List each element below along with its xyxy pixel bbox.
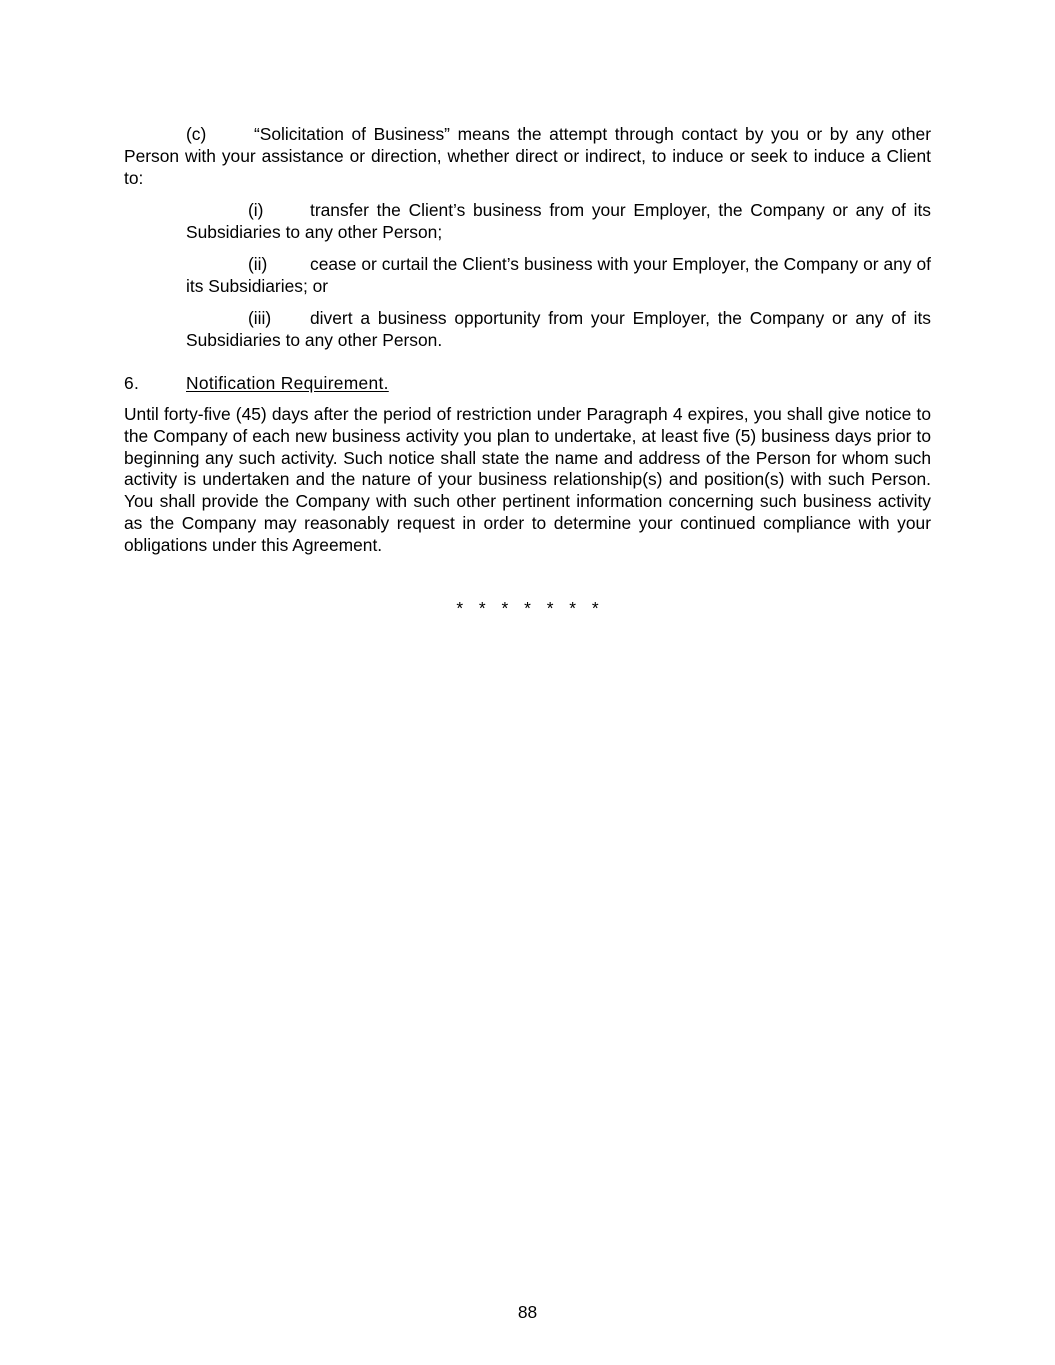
sub-item-iii-label: (iii) xyxy=(248,308,272,328)
paragraph-c-label: (c) xyxy=(186,124,207,144)
paragraph-c-text: “Solicitation of Business” means the attempt through contact by you or by any other Person with your assistance or direction, whether direct or indirect, to induce or seek to induce a Client to: xyxy=(124,124,931,188)
sub-item-i-text: transfer the Client’s business from your Employer, the Company or any of its Subsidiaries to any other Person; xyxy=(186,200,931,242)
sub-item-i xyxy=(186,200,931,244)
sub-item-ii xyxy=(186,254,931,298)
section-6-title: Notification Requirement. xyxy=(186,373,389,393)
sub-item-iii-text: divert a business opportunity from your Employer, the Company or any of its Subsidiaries to any other Person. xyxy=(186,308,931,350)
section-6-body: Until forty-five (45) days after the period of restriction under Paragraph 4 expires, you shall give notice to the Company of each new business activity you plan to undertake, at least five (5) business days prior to beginning any such activity. Such notice shall state the name and address of the Person for whom such activity is undertaken and the nature of your business relationship(s) and position(s) with such Person. You shall provide the Company with such other pertinent information concerning such business activity as the Company may reasonably request in order to determine your continued compliance with your obligations under this Agreement. xyxy=(124,404,931,555)
section-6-heading xyxy=(124,373,389,395)
section-separator: * * * * * * * xyxy=(456,598,599,618)
paragraph-c xyxy=(124,124,931,189)
sub-item-iii xyxy=(186,308,931,352)
page-number: 88 xyxy=(517,1302,538,1322)
section-6-number: 6. xyxy=(124,373,140,393)
sub-item-ii-text: cease or curtail the Client’s business with your Employer, the Company or any of its Subsidiaries; or xyxy=(186,254,931,296)
sub-item-i-label: (i) xyxy=(248,200,264,220)
sub-item-ii-label: (ii) xyxy=(248,254,268,274)
